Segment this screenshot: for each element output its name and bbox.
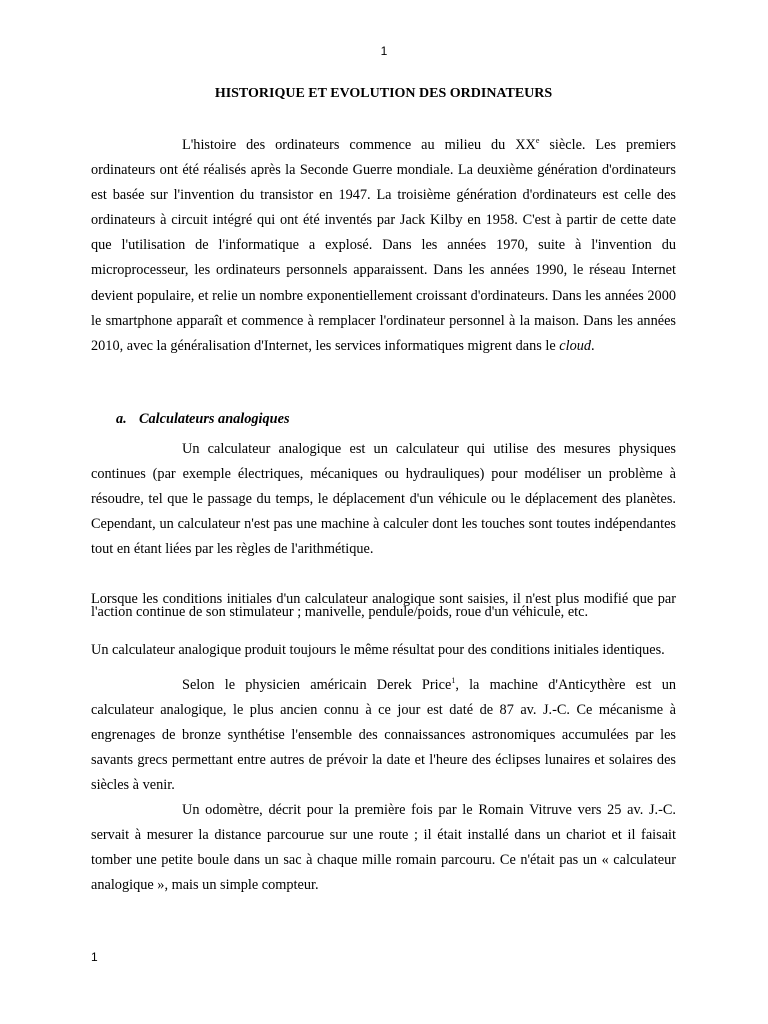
intro-text-b: siècle. Les premiers ordinateurs ont été réalisés après la Seconde Guerre mondiale. La deuxième génération d'ordinateurs est basée sur l'invention du transistor en 1947. La troisième génération d'ordinateurs est celle des ordinateurs à circuit intégré qui ont été inventés par Jack Kilby en 1958. C'est à partir de cette date que l'utilisation de l'informatique a explosé. Dans les années 1970, suite à l'invention du microprocesseur, les ordinateurs personnels apparaissent. Dans les années 1990, le réseau Internet devient populaire, et relie un nombre exponentiellement croissant d'ordinateurs. Dans les années 2000 le smartphone apparaît et commence à remplacer l'ordinateur personnel à la maison. Dans les années 2010, avec la généralisation d'Internet, les services informatiques migrent dans le <box>91 137 676 354</box>
analog-definition: Un calculateur analogique est un calculateur qui utilise des mesures physiques continues (par exemple électriques, mécaniques ou hydrauliques) pour modéliser un problème à résoudre, tel que le passage du temps, le déplacement d'un véhicule ou le déplacement des planètes. Cependant, un calculateur n'est pas une machine à calculer dont les touches sont toutes indépendantes tout en étant liées par les règles de l'arithmétique. <box>91 441 676 558</box>
intro-section <box>91 133 676 359</box>
section-a-paragraph-4 <box>91 673 676 798</box>
page-number: 1 <box>380 44 388 58</box>
intro-paragraph <box>91 133 676 359</box>
section-a-paragraph-5 <box>91 798 676 898</box>
intro-text-a: L'histoire des ordinateurs commence au milieu du XX <box>182 137 536 153</box>
document-title: HISTORIQUE ET EVOLUTION DES ORDINATEURS <box>214 86 553 101</box>
footnote-reference: 1 <box>451 676 456 686</box>
cloud-italic: cloud <box>559 337 592 354</box>
section-label: a. <box>116 411 127 427</box>
initial-conditions: Lorsque les conditions initiales d'un calculateur analogique sont saisies, il n'est plus modifié que par l'action continue de son stimulateur ; manivelle, pendule/poids, roue d'un véhicule, etc. <box>91 591 676 620</box>
intro-text-end: . <box>591 337 595 354</box>
section-heading <box>116 411 290 428</box>
same-result: Un calculateur analogique produit toujours le même résultat pour des conditions initiales identiques. <box>91 642 665 658</box>
antikythera-text-b: , la machine d'Anticythère est un calculateur analogique, le plus ancien connu à ce jour est daté de 87 av. J.-C. Ce mécanisme à engrenages de bronze synthétise l'ensemble des connaissances astronomiques accumulées par les savants grecs permettant entre autres de prévoir la date et l'heure des éclipses lunaires et solaires des siècles à venir. <box>91 677 676 794</box>
antikythera-text-a: Selon le physicien américain Derek Price <box>182 677 452 693</box>
section-a-paragraph-1 <box>91 437 676 562</box>
section-a-paragraph-2 <box>91 593 676 619</box>
antikythera-paragraph <box>91 673 676 798</box>
century-superscript: e <box>535 136 540 146</box>
footnote-number: 1 <box>91 950 98 964</box>
odometer-paragraph: Un odomètre, décrit pour la première fois par le Romain Vitruve vers 25 av. J.-C. servait à mesurer la distance parcourue sur une route ; il était installé dans un chariot et il faisait tomber une petite boule dans un sac à chaque mille romain parcouru. Ce n'était pas un « calculateur analogique », mais un simple compteur. <box>91 802 676 894</box>
section-title: Calculateurs analogiques <box>139 411 290 427</box>
section-a-paragraph-3 <box>91 644 676 657</box>
